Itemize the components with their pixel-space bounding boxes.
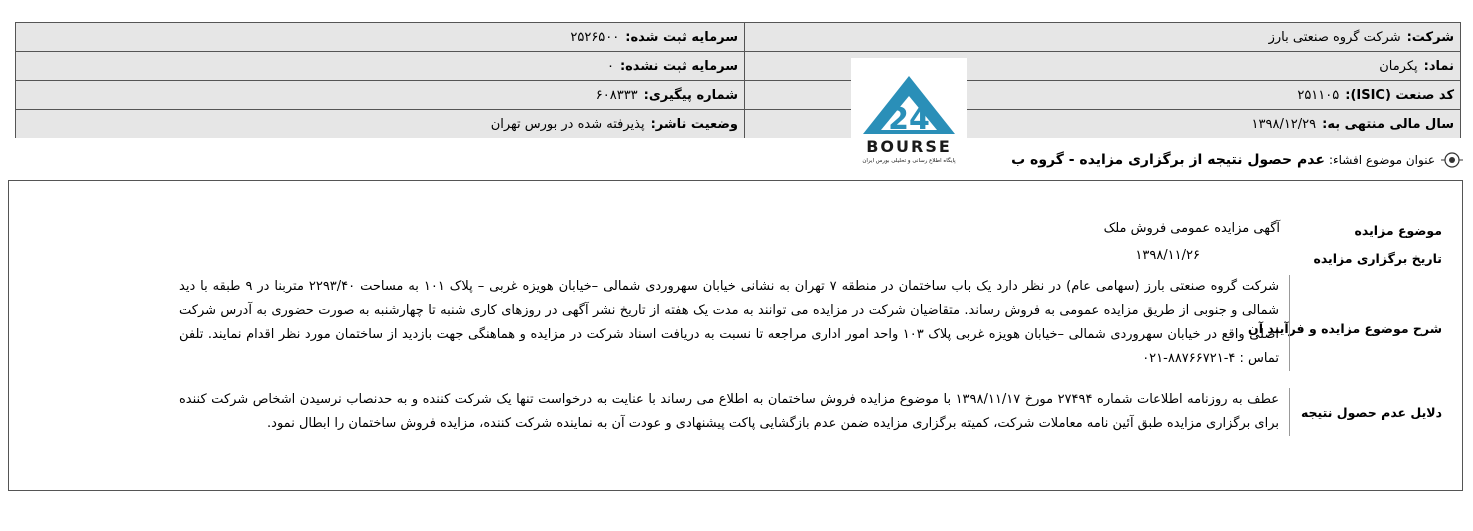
auction-topic-label: موضوع مزایده	[1354, 223, 1442, 238]
company-value: شرکت گروه صنعتی بارز	[1268, 29, 1401, 45]
publisher-status-label: وضعیت ناشر:	[650, 116, 738, 132]
auction-description-value: شرکت گروه صنعتی بارز (سهامی عام) در نظر دارد یک باب ساختمان در منطقه ۷ تهران به نشانی خیابان سهروردی شمالی –خیابان هویزه غربی – پلاک ۱۰۱ به مساحت ۲۲۹۳/۴۰ متربنا در ۹ طبقه با دید شمالی و جنوبی از طریق مزایده عمومی به فروش رساند. متقاضیان شرکت در مزایده می توانند به مدت یک هفته از تاریخ نشر آگهی در روزهای کاری شنبه تا چهارشنبه به صورت حضوری به آدرس شرکت اصلی واقع در خیابان سهروردی شمالی –خیابان هویزه غربی پلاک ۱۰۳ واحد امور اداری مراجعه تا نسبت به دریافت اسناد شرکت در مزایده و هماهنگی جهت بازدید از ساختمان مورد نظر اقدام نمایند. تلفن تماس : ۴-۸۸۷۶۶۷۲۱-۰۲۱	[179, 275, 1290, 371]
logo-mark-text: 24	[888, 102, 930, 137]
registered-capital-label: سرمایه ثبت شده:	[625, 29, 738, 45]
company-cell	[745, 23, 1460, 52]
subject-value: عدم حصول نتیجه از برگزاری مزایده - گروه ب	[1011, 152, 1325, 168]
bourse24-logo-mark	[851, 58, 967, 168]
tracking-cell	[16, 81, 745, 110]
info-row-fiscal	[16, 110, 1460, 138]
unregistered-capital-value: ۰	[606, 58, 614, 74]
unregistered-capital-cell	[16, 52, 745, 81]
auction-description-label: شرح موضوع مزایده و فرآیند آن	[1248, 321, 1442, 336]
publisher-status-cell	[16, 110, 745, 138]
info-row-company	[16, 23, 1460, 52]
fiscal-year-value: ۱۳۹۸/۱۲/۲۹	[1251, 116, 1317, 132]
publisher-status-value: پذیرفته شده در بورس تهران	[490, 116, 645, 132]
bourse24-logo	[851, 58, 967, 168]
isic-label: کد صنعت (ISIC):	[1345, 87, 1454, 103]
symbol-label: نماد:	[1423, 58, 1454, 74]
registered-capital-cell	[16, 23, 745, 52]
auction-details-box	[8, 180, 1463, 491]
fiscal-year-label: سال مالی منتهی به:	[1322, 116, 1454, 132]
isic-value: ۲۵۱۱۰۵	[1297, 87, 1340, 103]
no-result-reasons-label: دلایل عدم حصول نتیجه	[1300, 405, 1442, 420]
auction-topic-value: آگهی مزایده عمومی فروش ملک	[1103, 221, 1280, 236]
symbol-value: پکرمان	[1379, 58, 1418, 74]
tracking-label: شماره پیگیری:	[643, 87, 738, 103]
logo-word: BOURSE	[866, 137, 952, 156]
info-row-symbol	[16, 52, 1460, 81]
company-info-table	[15, 22, 1461, 138]
auction-date-label: تاریخ برگزاری مزایده	[1313, 251, 1442, 266]
tracking-value: ۶۰۸۳۳۳	[595, 87, 638, 103]
logo-tagline: پایگاه اطلاع رسانی و تحلیلی بورس ایران	[862, 158, 956, 164]
registered-capital-value: ۲۵۲۶۵۰۰	[570, 29, 620, 45]
subject-label: عنوان موضوع افشاء:	[1328, 153, 1435, 167]
unregistered-capital-label: سرمایه ثبت نشده:	[619, 58, 738, 74]
info-row-isic	[16, 81, 1460, 110]
subject-marker-icon	[1441, 149, 1463, 171]
auction-date-value: ۱۳۹۸/۱۱/۲۶	[1135, 248, 1200, 263]
company-label: شرکت:	[1406, 29, 1454, 45]
no-result-reasons-value: عطف به روزنامه اطلاعات شماره ۲۷۴۹۴ مورخ ۱۳۹۸/۱۱/۱۷ با موضوع مزایده فروش ساختمان به اطلاع می رساند با عنایت به درخواست تنها یک شرکت کننده و به حدنصاب نرسیدن اشخاص شرکت کننده برای برگزاری مزایده طبق آئین نامه معاملات شرکت، کمیته برگزاری مزایده ضمن عدم بازگشایی پاکت پیشنهادی و عودت آن به نماینده شرکت کننده، مزایده فروش ساختمان را ابطال نمود.	[179, 388, 1290, 436]
